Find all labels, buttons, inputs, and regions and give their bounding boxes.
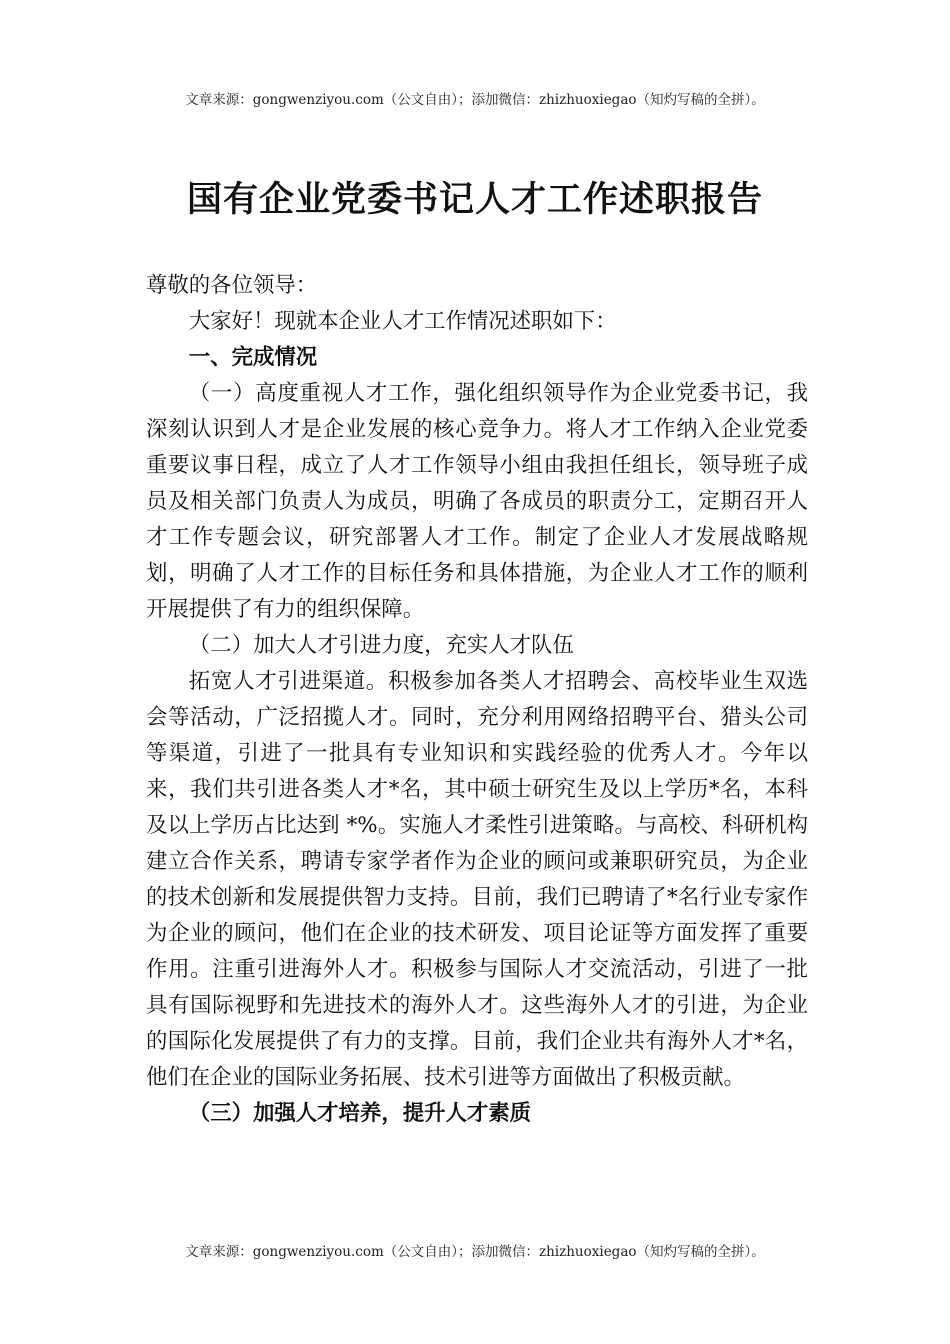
section-heading-1: 一、完成情况	[188, 345, 318, 370]
paragraph-1: （一）高度重视人才工作，强化组织领导作为企业党委书记，我深刻认识到人才是企业发展的核心竞争力。将人才工作纳入企业党委重要议事日程，成立了人才工作领导小组由我担任组长，领导班子成员及相关部门负责人为成员，明确了各成员的职责分工，定期召开人才工作专题会议，研究部署人才工作。制定了企业人才发展战略规划，明确了人才工作的目标任务和具体措施，为企业人才工作的顺利开展提供了有力的组织保障。	[146, 381, 808, 622]
document-body	[146, 268, 808, 1132]
subheading-3: （三）加强人才培养，提升人才素质	[188, 1101, 532, 1126]
greeting: 大家好！现就本企业人才工作情况述职如下：	[188, 309, 617, 334]
salutation: 尊敬的各位领导：	[146, 273, 318, 298]
subheading-2: （二）加大人才引进力度，充实人才队伍	[188, 633, 574, 658]
paragraph-2: 拓宽人才引进渠道。积极参加各类人才招聘会、高校毕业生双选会等活动，广泛招揽人才。同时，充分利用网络招聘平台、猎头公司等渠道，引进了一批具有专业知识和实践经验的优秀人才。今年以来，我们共引进各类人才*名，其中硕士研究生及以上学历*名，本科及以上学历占比达到 *%。实施人才柔性引进策略。与高校、科研机构建立合作关系，聘请专家学者作为企业的顾问或兼职研究员，为企业的技术创新和发展提供智力支持。目前，我们已聘请了*名行业专家作为企业的顾问，他们在企业的技术研发、项目论证等方面发挥了重要作用。注重引进海外人才。积极参与国际人才交流活动，引进了一批具有国际视野和先进技术的海外人才。这些海外人才的引进，为企业的国际化发展提供了有力的支撑。目前，我们企业共有海外人才*名，他们在企业的国际业务拓展、技术引进等方面做出了积极贡献。	[146, 669, 808, 1090]
document-title: 国有企业党委书记人才工作述职报告	[186, 179, 763, 220]
source-footer: 文章来源：gongwenziyou.com（公文自由）；添加微信：zhizhuoxiegao（知灼写稿的全拼）。	[185, 1244, 765, 1260]
source-header: 文章来源：gongwenziyou.com（公文自由）；添加微信：zhizhuoxiegao（知灼写稿的全拼）。	[185, 92, 765, 108]
